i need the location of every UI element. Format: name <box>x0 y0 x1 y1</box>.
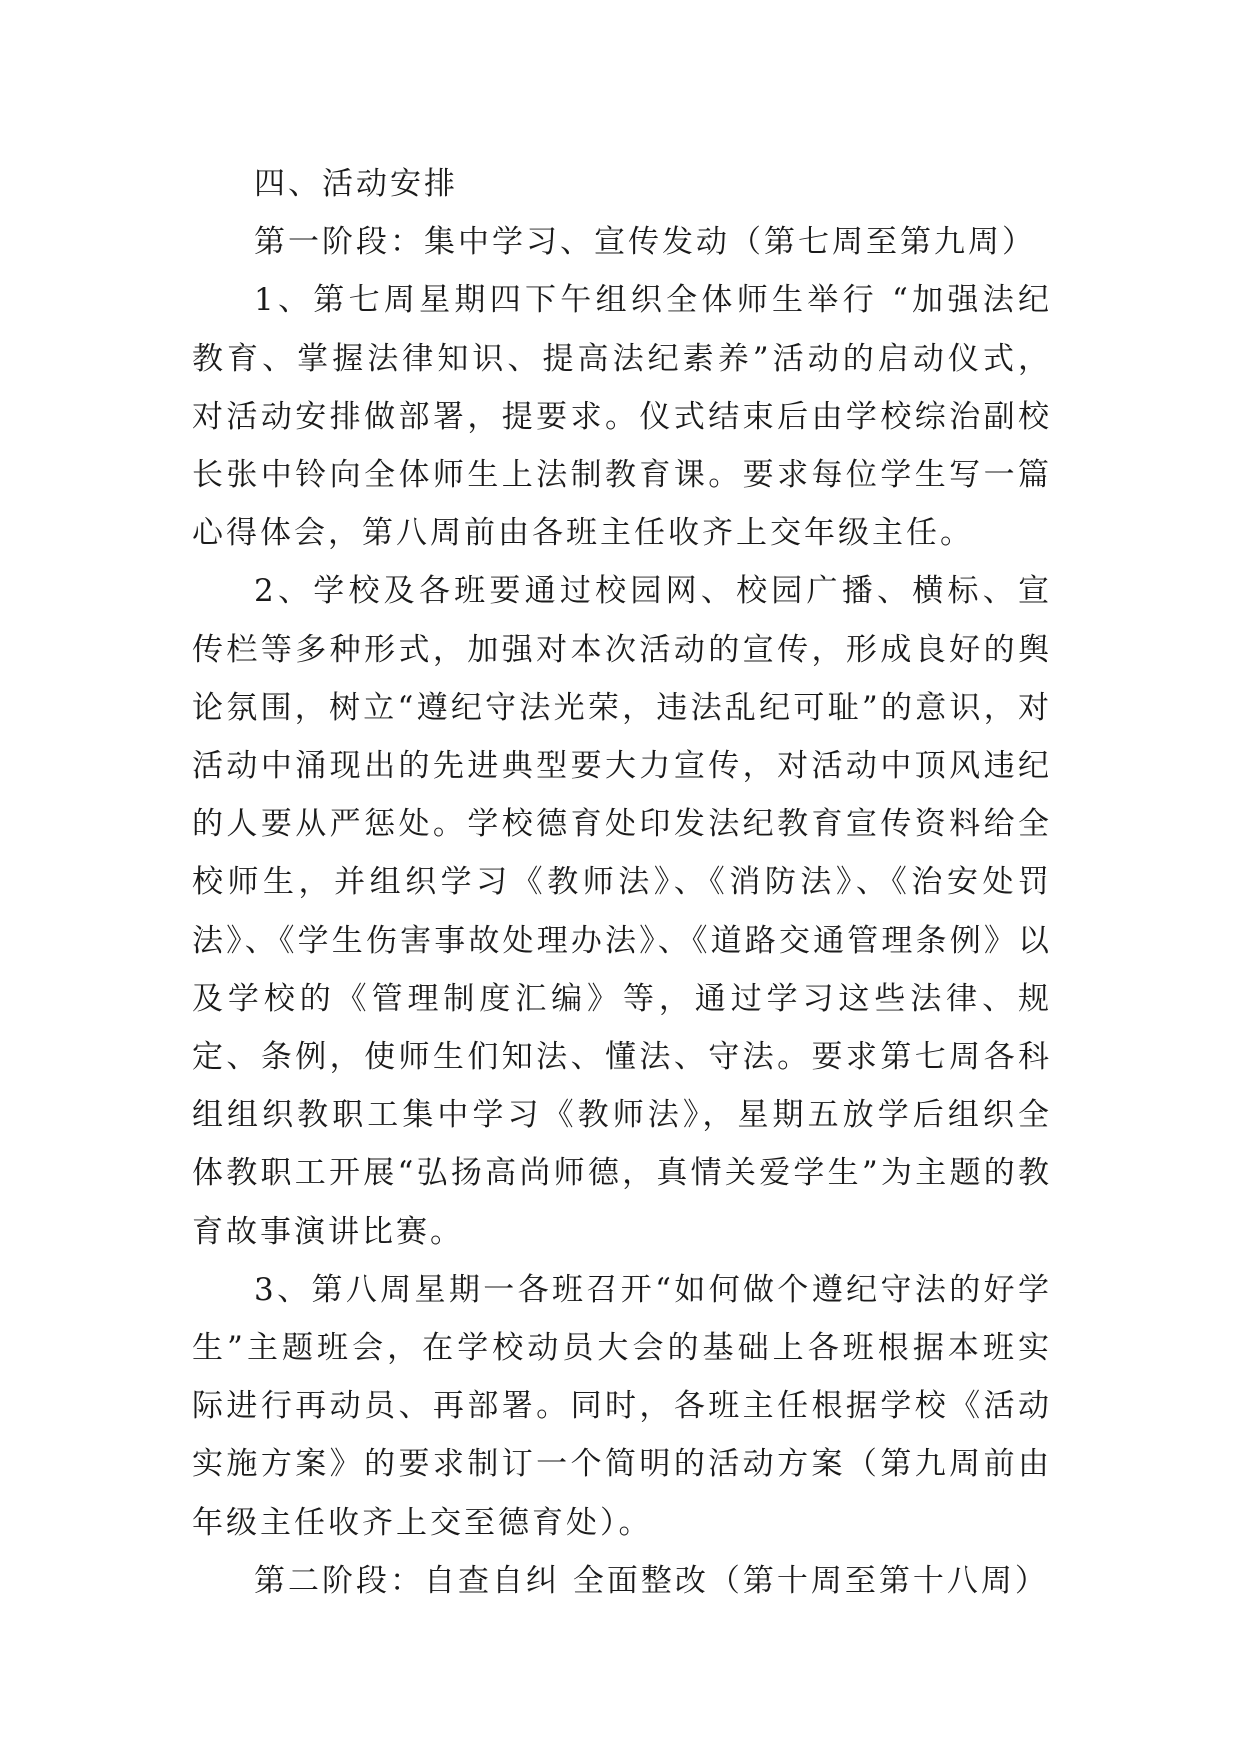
paragraph-item-3: 3、第八周星期一各班召开“如何做个遵纪守法的好学生”主题班会，在学校动员大会的基础上各班根据本班实际进行再动员、再部署。同时，各班主任根据学校《活动实施方案》的要求制订一个简明的活动方案（第九周前由年级主任收齐上交至德育处）。 <box>192 1271 1052 1541</box>
paragraph-item-2: 2、学校及各班要通过校园网、校园广播、横标、宣传栏等多种形式，加强对本次活动的宣传，形成良好的舆论氛围，树立“遵纪守法光荣，违法乱纪可耻”的意识，对活动中涌现出的先进典型要大力宣传，对活动中顶风违纪的人要从严惩处。学校德育处印发法纪教育宣传资料给全校师生，并组织学习《教师法》、《消防法》、《治安处罚法》、《学生伤害事故处理办法》、《道路交通管理条例》以及学校的《管理制度汇编》等，通过学习这些法律、规定、条例，使师生们知法、懂法、守法。要求第七周各科组组织教职工集中学习《教师法》，星期五放学后组织全体教职工开展“弘扬高尚师德，真情关爱学生”为主题的教育故事演讲比赛。 <box>192 573 1052 1250</box>
paragraph-item-1: 1、第七周星期四下午组织全体师生举行 “加强法纪教育、掌握法律知识、提高法纪素养”活动的启动仪式，对活动安排做部署，提要求。仪式结束后由学校综治副校长张中铃向全体师生上法制教育课。要求每位学生写一篇心得体会，第八周前由各班主任收齐上交年级主任。 <box>192 282 1052 552</box>
stage-one-heading: 第一阶段：集中学习、宣传发动（第七周至第九周） <box>254 224 1036 261</box>
document-body <box>192 155 1052 1610</box>
stage-two-heading: 第二阶段：自查自纠 全面整改（第十周至第十八周） <box>254 1562 1049 1599</box>
section-heading: 四、活动安排 <box>254 166 458 202</box>
